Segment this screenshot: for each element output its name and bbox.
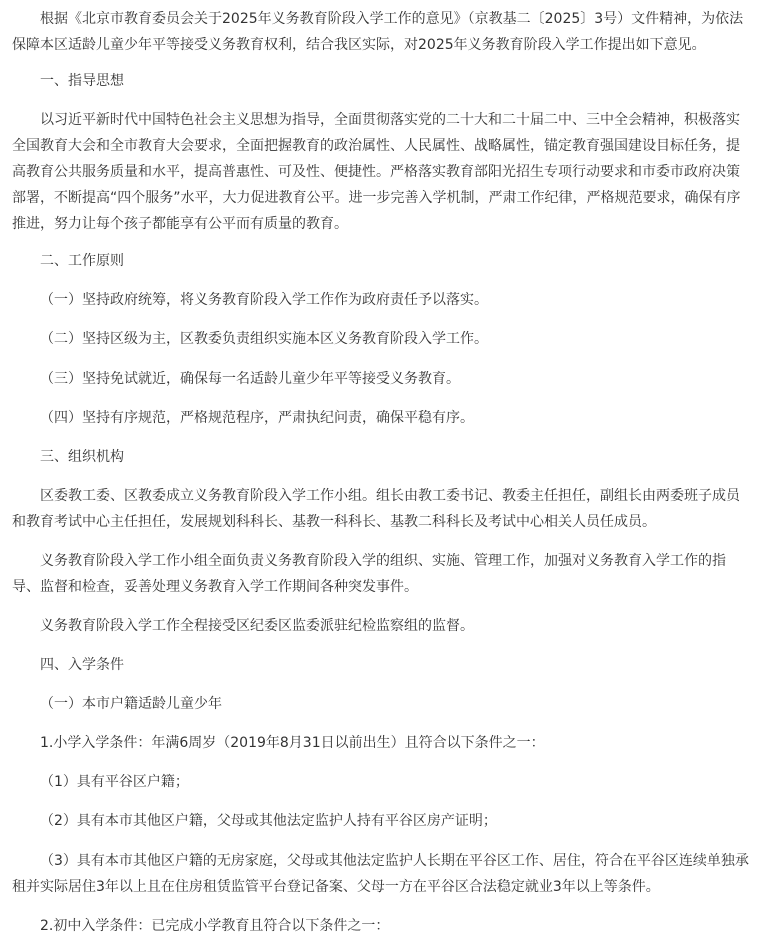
section-heading-admission-conditions: 四、入学条件	[40, 657, 124, 673]
organization-paragraph-3: 义务教育阶段入学工作全程接受区纪委区监委派驻纪检监察组的监督。	[40, 618, 474, 634]
subsection-heading-local-hukou: （一）本市户籍适龄儿童少年	[40, 696, 222, 712]
organization-paragraph-2: 义务教育阶段入学工作小组全面负责义务教育阶段入学的组织、实施、管理工作，加强对义务教育入学工作的指导、监督和检查，妥善处理义务教育入学工作期间各种突发事件。	[12, 553, 726, 595]
condition-item-3: （3）具有本市其他区户籍的无房家庭，父母或其他法定监护人长期在平谷区工作、居住，符合在平谷区连续单独承租并实际居住3年以上且在住房租赁监管平台登记备案、父母一方在平谷区合法稳定就业3年以上等条件。	[12, 853, 749, 895]
middle-school-admission-conditions: 2.初中入学条件：已完成小学教育且符合以下条件之一：	[40, 918, 390, 934]
section-heading-guiding-ideology: 一、指导思想	[40, 73, 124, 89]
principle-item-4: （四）坚持有序规范，严格规范程序，严肃执纪问责，确保平稳有序。	[40, 410, 474, 426]
guiding-ideology-paragraph: 以习近平新时代中国特色社会主义思想为指导，全面贯彻落实党的二十大和二十届二中、三中全会精神，积极落实全国教育大会和全市教育大会要求，全面把握教育的政治属性、人民属性、战略属性，锚定教育强国建设目标任务，提高教育公共服务质量和水平，提高普惠性、可及性、便捷性。严格落实教育部阳光招生专项行动要求和市委市政府决策部署，不断提高“四个服务”水平，大力促进教育公平。进一步完善入学机制，严肃工作纪律，严格规范要求，确保有序推进，努力让每个孩子都能享有公平而有质量的教育。	[12, 112, 741, 232]
condition-item-2: （2）具有本市其他区户籍，父母或其他法定监护人持有平谷区房产证明；	[40, 813, 497, 829]
principle-item-3: （三）坚持免试就近，确保每一名适龄儿童少年平等接受义务教育。	[40, 371, 460, 387]
section-heading-work-principles: 二、工作原则	[40, 253, 124, 269]
condition-item-1: （1）具有平谷区户籍；	[40, 774, 189, 790]
primary-admission-conditions: 1.小学入学条件：年满6周岁（2019年8月31日以前出生）且符合以下条件之一：	[40, 735, 545, 751]
principle-item-1: （一）坚持政府统筹，将义务教育阶段入学工作作为政府责任予以落实。	[40, 292, 488, 308]
intro-paragraph: 根据《北京市教育委员会关于2025年义务教育阶段入学工作的意见》（京教基二〔2025〕3号）文件精神，为依法保障本区适龄儿童少年平等接受义务教育权利，结合我区实际，对2025年义务教育阶段入学工作提出如下意见。	[12, 11, 744, 53]
principle-item-2: （二）坚持区级为主，区教委负责组织实施本区义务教育阶段入学工作。	[40, 331, 488, 347]
organization-paragraph-1: 区委教工委、区教委成立义务教育阶段入学工作小组。组长由教工委书记、教委主任担任，副组长由两委班子成员和教育考试中心主任担任，发展规划科科长、基教一科科长、基教二科科长及考试中心相关人员任成员。	[12, 488, 740, 530]
section-heading-organization: 三、组织机构	[40, 449, 124, 465]
